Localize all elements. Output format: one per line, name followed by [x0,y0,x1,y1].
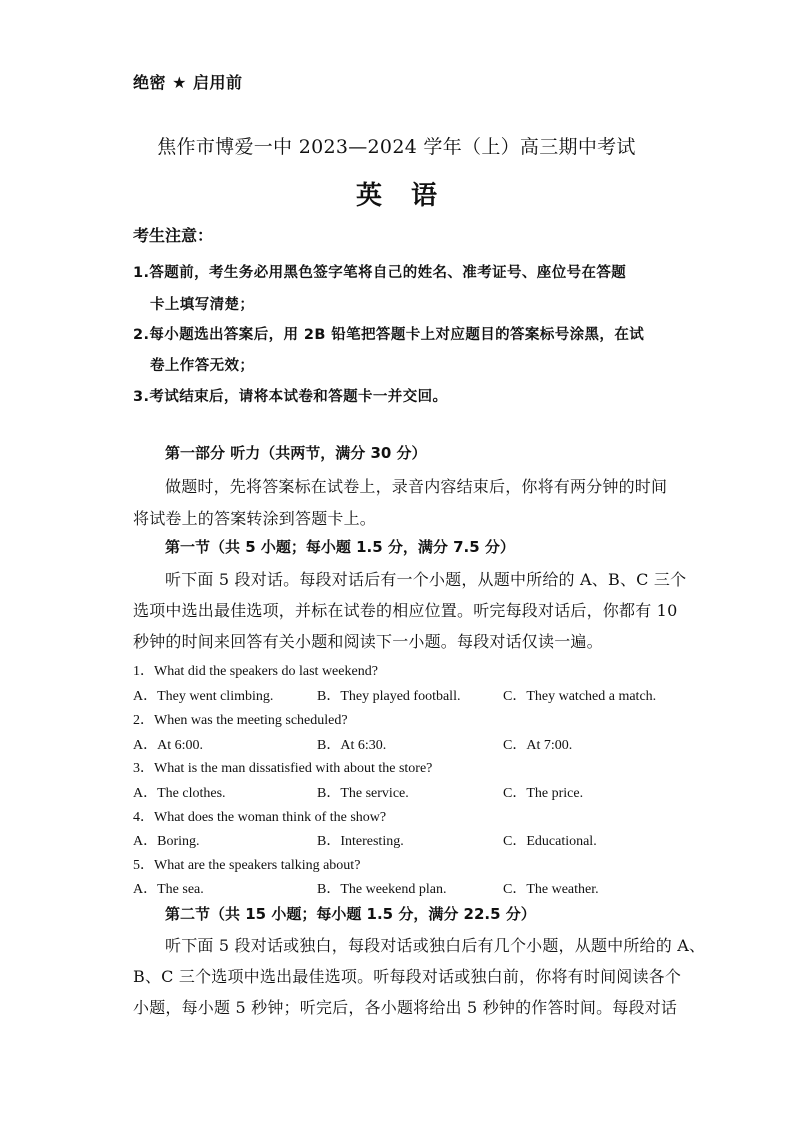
subject-title: 英 语 [355,181,438,211]
option-a: A．The sea. [133,882,204,897]
question-stem: 5．What are the speakers talking about? [133,858,361,873]
question-stem: 4．What does the woman think of the show? [133,810,387,825]
question-stem: 3．What is the man dissatisfied with about the store? [133,761,433,776]
option-b: B．The weekend plan. [317,882,447,897]
notice-line: 卡上填写清楚； [150,297,255,313]
notice-heading: 考生注意： [133,226,214,245]
option-c: C．They watched a match. [503,689,657,704]
paragraph-line: 小题，每小题 5 秒钟；听完后，各小题将给出 5 秒钟的作答时间。每段对话 [133,998,678,1017]
notice-line: 1.答题前，考生务必用黑色签字笔将自己的姓名、准考证号、座位号在答题 [133,265,627,281]
option-b: B．The service. [317,786,409,801]
paragraph-line: 做题时，先将答案标在试卷上，录音内容结束后，你将有两分钟的时间 [165,477,668,496]
option-c: C．At 7:00. [503,738,573,753]
notice-line: 卷上作答无效； [150,358,255,374]
option-c: C．The weather. [503,882,599,897]
exam-title: 焦作市博爱一中 2023—2024 学年（上）高三期中考试 [157,136,636,158]
notice-line: 3.考试结束后，请将本试卷和答题卡一并交回。 [133,389,448,405]
option-b: B．Interesting. [317,834,404,849]
option-c: C．Educational. [503,834,597,849]
paragraph-line: B、C 三个选项中选出最佳选项。听每段对话或独白前，你将有时间阅读各个 [133,967,682,986]
option-a: A．At 6:00. [133,738,203,753]
paragraph-line: 听下面 5 段对话或独白，每段对话或独白后有几个小题，从题中所给的 A、 [165,936,706,955]
section1-heading: 第一节（共 5 小题；每小题 1.5 分，满分 7.5 分） [165,538,515,556]
question-stem: 1．What did the speakers do last weekend? [133,664,378,679]
paragraph-line: 选项中选出最佳选项，并标在试卷的相应位置。听完每段对话后，你都有 10 [133,601,678,620]
paragraph-line: 将试卷上的答案转涂到答题卡上。 [133,509,377,528]
paragraph-line: 秒钟的时间来回答有关小题和阅读下一小题。每段对话仅读一遍。 [133,632,603,651]
section2-heading: 第二节（共 15 小题；每小题 1.5 分，满分 22.5 分） [165,905,536,923]
option-c: C．The price. [503,786,584,801]
option-a: A．The clothes. [133,786,226,801]
confidential-label: 绝密 ★ 启用前 [133,73,243,92]
option-a: A．Boring. [133,834,200,849]
option-b: B．At 6:30. [317,738,387,753]
option-b: B．They played football. [317,689,461,704]
option-a: A．They went climbing. [133,689,274,704]
question-stem: 2．When was the meeting scheduled? [133,713,348,728]
part1-heading: 第一部分 听力（共两节，满分 30 分） [165,444,427,462]
paragraph-line: 听下面 5 段对话。每段对话后有一个小题，从题中所给的 A、B、C 三个 [165,570,687,589]
notice-line: 2.每小题选出答案后，用 2B 铅笔把答题卡上对应题目的答案标号涂黑，在试 [133,327,645,343]
